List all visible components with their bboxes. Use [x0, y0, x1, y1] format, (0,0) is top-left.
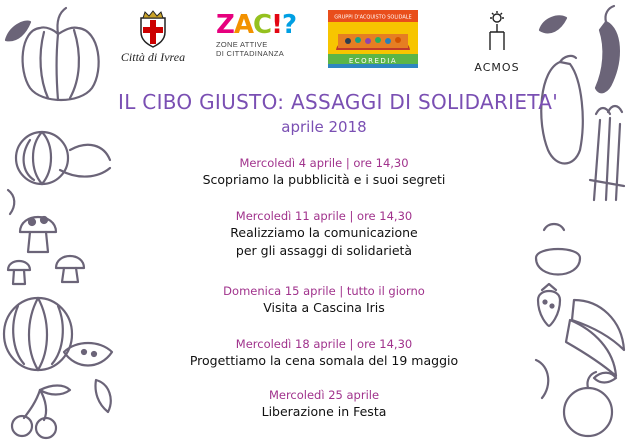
event-item — [118, 208, 530, 260]
city-crest-icon — [137, 10, 169, 48]
zac-subtitle-2: DI CITTADINANZA — [216, 49, 285, 58]
event-date: Mercoledì 4 aprile | ore 14,30 — [239, 156, 409, 170]
event-title: Progettiamo la cena somala del 19 maggio — [189, 353, 459, 368]
vegetable-doodles-right-icon — [530, 0, 630, 446]
acmos-figure-icon — [482, 10, 512, 54]
gas-ecoredia-logo — [328, 10, 418, 68]
citta-di-ivrea-label: Città di Ivrea — [120, 50, 186, 64]
zac-wordmark: ZAC!? — [216, 10, 297, 40]
zac-logo — [216, 10, 296, 58]
event-title: Scopriamo la pubblicità e i suoi segreti — [202, 172, 446, 187]
event-title: Visita a Cascina Iris — [263, 300, 385, 315]
event-item — [118, 283, 530, 317]
acmos-logo — [465, 10, 529, 74]
gas-bus-icon — [336, 34, 410, 50]
page-title: IL CIBO GIUSTO: ASSAGGI DI SOLIDARIETA' — [118, 90, 559, 114]
event-date: Mercoledì 25 aprile — [268, 388, 380, 402]
event-title-line-2: per gli assaggi di solidarietà — [235, 243, 413, 258]
citta-di-ivrea-logo — [120, 10, 186, 65]
event-date: Mercoledì 11 aprile | ore 14,30 — [235, 209, 413, 223]
page-subtitle: aprile 2018 — [281, 118, 367, 136]
event-item — [118, 387, 530, 421]
event-date: Mercoledì 18 aprile | ore 14,30 — [235, 337, 413, 351]
vegetable-doodles-left-icon — [0, 0, 118, 446]
gas-top-text: GRUPPI D'ACQUISTO SOLIDALE — [334, 14, 412, 21]
event-item — [118, 155, 530, 189]
event-item — [118, 336, 530, 370]
event-title: Liberazione in Festa — [261, 404, 387, 419]
event-date: Domenica 15 aprile | tutto il giorno — [223, 284, 425, 298]
logo-bar — [120, 10, 540, 76]
gas-bottom-text: ECOREDIA — [348, 57, 398, 65]
acmos-label: ACMOS — [474, 61, 520, 74]
zac-subtitle-1: ZONE ATTIVE — [216, 40, 268, 49]
event-title: Realizziamo la comunicazione — [230, 225, 418, 240]
